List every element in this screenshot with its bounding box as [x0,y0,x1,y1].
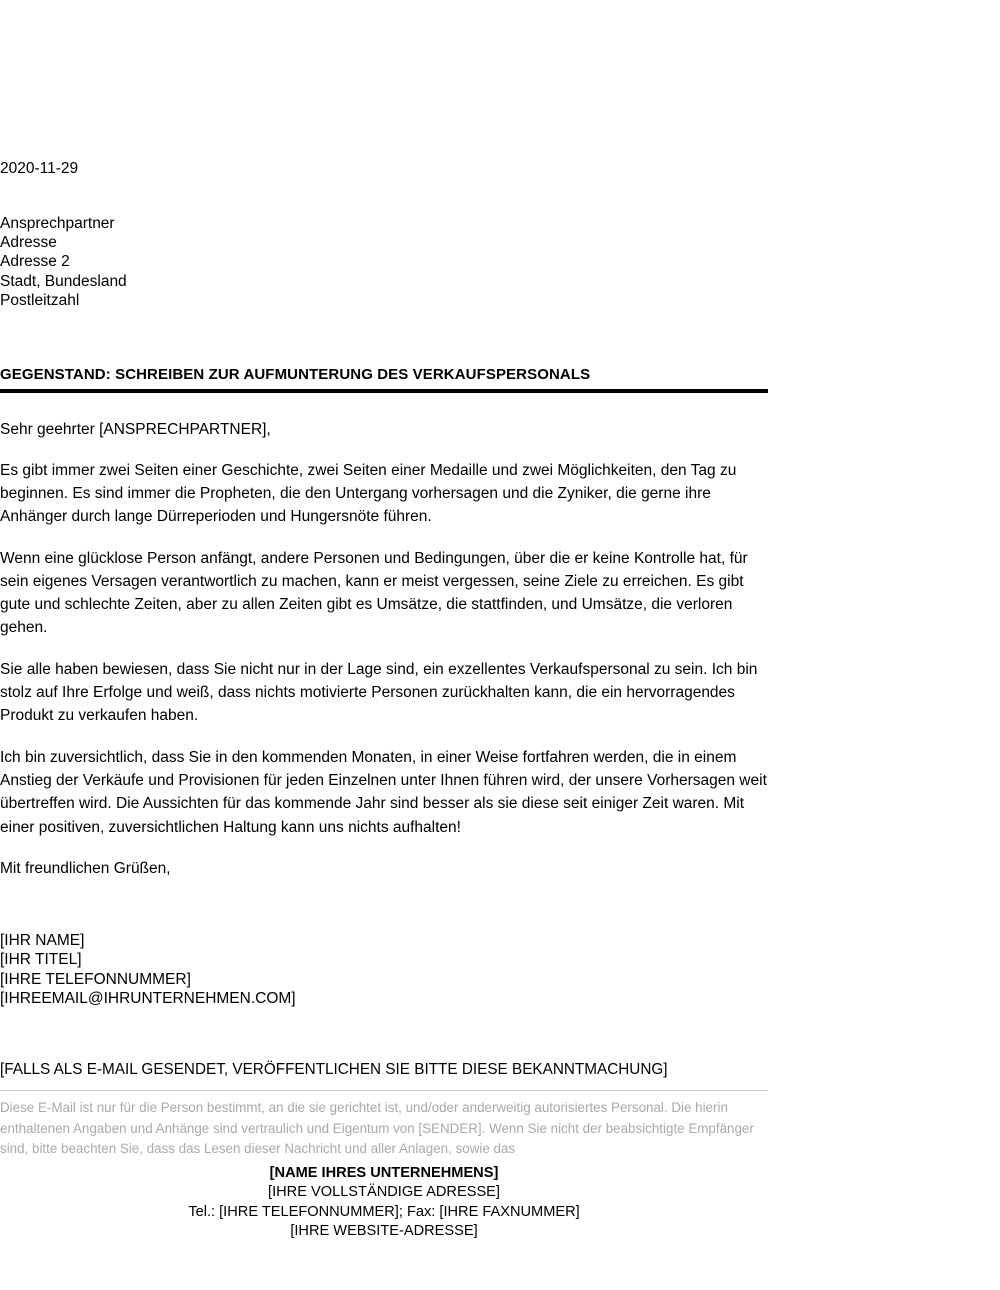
footer-website: [IHRE WEBSITE-ADRESSE] [290,1223,478,1240]
email-notice-heading: [FALLS ALS E-MAIL GESENDET, VERÖFFENTLICHEN SIE BITTE DIESE BEKANNTMACHUNG] [0,1061,668,1078]
page-footer [0,1164,768,1242]
signature-name: [IHR NAME] [0,932,85,949]
body-paragraph-2: Wenn eine glücklose Person anfängt, andere Personen und Bedingungen, über die er keine Kontrolle hat, für sein eigenes Versagen verantwortlich zu machen, kann er meist vergessen, seine Ziele zu erreichen. Es gibt gute und schlechte Zeiten, aber zu allen Zeiten gibt es Umsätze, die stattfinden, und Umsätze, die verloren gehen. [0,549,748,637]
recipient-address-block [0,214,127,310]
recipient-line-city-state: Stadt, Bundesland [0,272,127,290]
footer-company-name: [NAME IHRES UNTERNEHMENS] [269,1165,499,1181]
subject-line: GEGENSTAND: SCHREIBEN ZUR AUFMUNTERUNG DES VERKAUFSPERSONALS [0,366,591,383]
recipient-line-postal-code: Postleitzahl [0,291,80,309]
footer-phone-fax: Tel.: [IHRE TELEFONNUMMER]; Fax: [IHRE FAXNUMMER] [188,1203,580,1220]
recipient-line-contact: Ansprechpartner [0,215,115,232]
body-paragraph-4: Ich bin zuversichtlich, dass Sie in den kommenden Monaten, in einer Weise fortfahren werden, die in einem Anstieg der Verkäufe und Provisionen für jeden Einzelnen unter Ihnen führen wird, der unsere Vorhersagen weit übertreffen wird. Die Aussichten für das kommende Jahr sind besser als sie diese seit einiger Zeit waren. Mit einer positiven, zuversichtlichen Haltung kann uns nichts aufhalten! [0,749,767,836]
signature-title: [IHR TITEL] [0,951,82,969]
recipient-line-address1: Adresse [0,234,57,252]
notice-divider [0,1090,768,1091]
signature-phone: [IHRE TELEFONNUMMER] [0,970,191,988]
body-paragraph-1: Es gibt immer zwei Seiten einer Geschichte, zwei Seiten einer Medaille und zwei Möglichkeiten, den Tag zu beginnen. Es sind immer die Propheten, die den Untergang vorhersagen und die Zyniker, die gerne ihre Anhänger durch lange Dürreperioden und Hungersnöte führen. [0,461,737,525]
closing-salutation: Mit freundlichen Grüßen, [0,860,171,878]
body-paragraph-3: Sie alle haben bewiesen, dass Sie nicht nur in der Lage sind, ein exzellentes Verkaufspersonal zu sein. Ich bin stolz auf Ihre Erfolge und weiß, dass nichts motivierte Personen zurückhalten kann, die ein hervorragendes Produkt zu verkaufen haben. [0,660,758,725]
subject-divider [0,389,768,393]
recipient-line-address2: Adresse 2 [0,253,70,271]
signature-email: [IHREEMAIL@IHRUNTERNEHMEN.COM] [0,989,296,1007]
letter-body [0,420,768,881]
confidentiality-disclaimer: Diese E-Mail ist nur für die Person bestimmt, an die sie gerichtet ist, und/oder anderweitig autorisiertes Personal. Die hierin enthaltenen Angaben und Anhänge sind vertraulich und Eigentum von [SENDER]. Wenn Sie nicht der beabsichtigte Empfänger sind, bitte beachten Sie, dass das Lesen dieser Nachricht und aller Anlagen, sowie das [0,1100,754,1157]
letter-date: 2020-11-29 [0,160,79,177]
footer-address: [IHRE VOLLSTÄNDIGE ADRESSE] [268,1184,500,1201]
signature-block [0,931,296,1008]
salutation: Sehr geehrter [ANSPRECHPARTNER], [0,421,271,438]
